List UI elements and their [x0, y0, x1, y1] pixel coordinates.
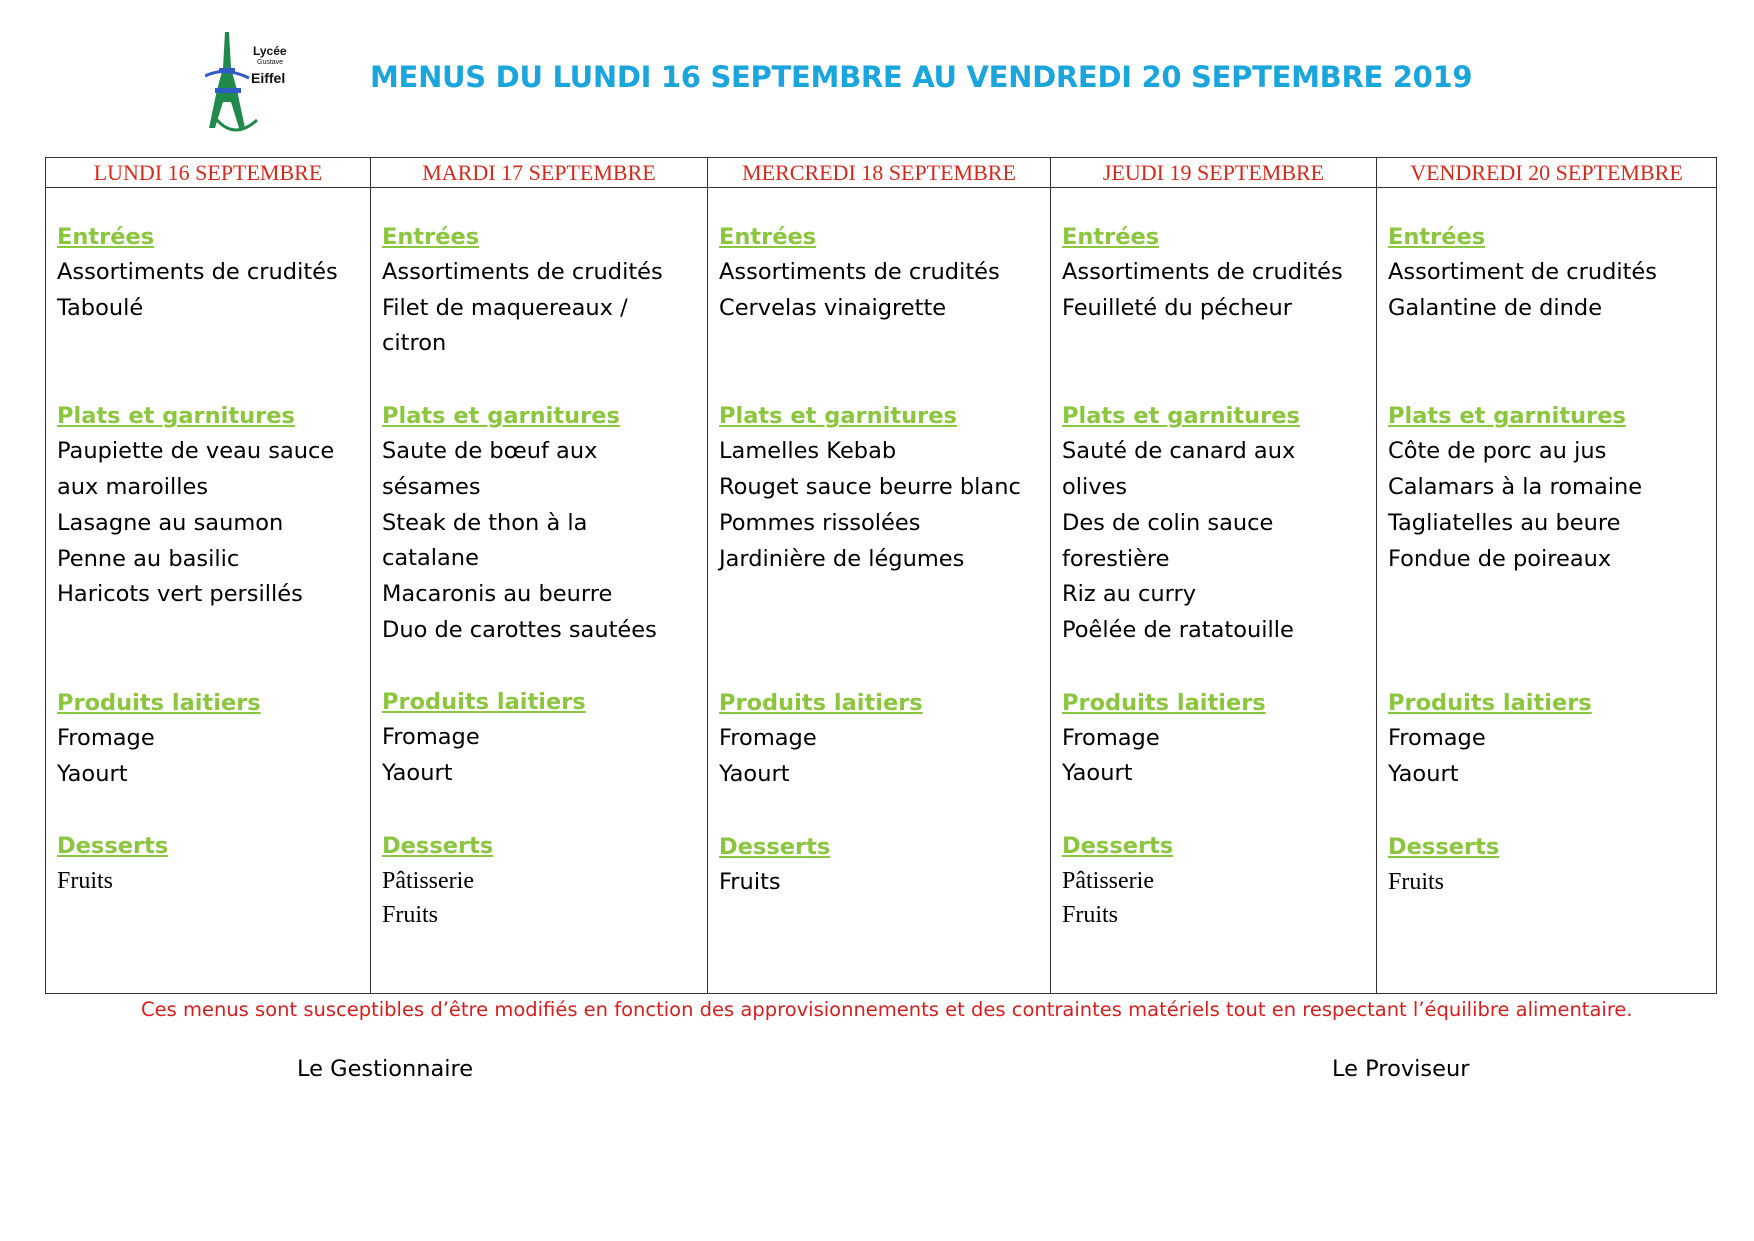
menu-item: Steak de thon à la [382, 509, 588, 536]
menu-row [46, 188, 1717, 994]
menu-item: Jardinière de légumes [719, 545, 965, 572]
menu-item: aux maroilles [57, 474, 209, 501]
section-title-desserts: Desserts [57, 833, 169, 860]
logo-line-2: Gustave [257, 59, 284, 66]
menu-item: Macaronis au beurre [382, 580, 613, 607]
menu-item: Fromage [1388, 725, 1486, 752]
section-title-desserts: Desserts [382, 832, 494, 859]
day-column-thursday [1051, 188, 1377, 994]
day-column-monday [46, 188, 371, 994]
section-title-entrees: Entrées [1388, 224, 1486, 250]
section-title-entrees: Entrées [382, 224, 480, 250]
disclaimer-notice: Ces menus sont susceptibles d’être modifiés en fonction des approvisionnements et des contraintes matériels tout en respectant l’équilibre alimentaire. [141, 998, 1633, 1021]
menu-item: Pâtisserie [382, 867, 474, 894]
section-title-laitiers: Produits laitiers [1062, 689, 1266, 716]
menu-item: Lamelles Kebab [719, 438, 897, 465]
day-header: VENDREDI 20 SEPTEMBRE [1377, 158, 1717, 188]
menu-item: Lasagne au saumon [57, 509, 284, 536]
section-title-entrees: Entrées [719, 224, 817, 250]
menu-item: Filet de maquereaux / [382, 294, 628, 321]
menu-item: Côte de porc au jus [1388, 438, 1607, 465]
section-title-plats: Plats et garnitures [719, 403, 957, 430]
menu-item: Rouget sauce beurre blanc [719, 474, 1021, 501]
menu-item: Yaourt [1388, 760, 1459, 787]
menu-item: Fondue de poireaux [1388, 545, 1612, 572]
section-title-desserts: Desserts [1388, 833, 1500, 860]
menu-item: Des de colin sauce [1062, 509, 1274, 536]
menu-item: Pâtisserie [1062, 868, 1154, 895]
section-title-plats: Plats et garnitures [382, 403, 620, 430]
day-column-wednesday [708, 188, 1051, 994]
menu-item: Fromage [57, 724, 155, 751]
section-title-entrees: Entrées [1062, 224, 1160, 250]
menu-item: Haricots vert persillés [57, 581, 303, 608]
logo-line-1: Lycée [253, 44, 287, 58]
menu-item: Sauté de canard aux [1062, 438, 1296, 465]
menu-item: Taboulé [57, 294, 144, 321]
menu-item: Paupiette de veau sauce [57, 438, 335, 465]
section-title-plats: Plats et garnitures [1062, 403, 1300, 430]
day-column-tuesday [371, 188, 708, 994]
menu-item: Fruits [382, 901, 439, 928]
menu-item: Pommes rissolées [719, 509, 921, 536]
menu-table [45, 157, 1717, 994]
section-title-desserts: Desserts [719, 833, 831, 860]
menu-item: Assortiments de crudités [382, 259, 663, 285]
menu-item: Fruits [719, 868, 781, 895]
menu-item: Poêlée de ratatouille [1062, 616, 1294, 643]
menu-item: Fruits [1062, 902, 1119, 929]
section-title-plats: Plats et garnitures [1388, 403, 1626, 430]
section-title-entrees: Entrées [57, 224, 155, 250]
menu-item: Fromage [719, 725, 817, 752]
day-header: MERCREDI 18 SEPTEMBRE [708, 158, 1051, 188]
page-title: MENUS DU LUNDI 16 SEPTEMBRE AU VENDREDI 20 SEPTEMBRE 2019 [370, 60, 1473, 94]
section-title-desserts: Desserts [1062, 833, 1174, 860]
menu-item: Assortiment de crudités [1388, 259, 1658, 285]
school-logo [205, 28, 305, 136]
menu-item: Saute de bœuf aux [382, 438, 598, 465]
header-row [46, 158, 1717, 188]
menu-item: Riz au curry [1062, 581, 1197, 608]
menu-item: Fromage [1062, 724, 1160, 751]
menu-item: Assortiments de crudités [719, 259, 1000, 285]
menu-item: Feuilleté du pécheur [1062, 294, 1293, 321]
menu-item: Fruits [1388, 868, 1445, 895]
menu-item: citron [382, 330, 447, 357]
menu-item: Cervelas vinaigrette [719, 294, 947, 321]
day-column-friday [1377, 188, 1717, 994]
day-header: LUNDI 16 SEPTEMBRE [46, 158, 371, 188]
menu-item: Yaourt [57, 760, 128, 787]
signature-gestionnaire: Le Gestionnaire [297, 1056, 474, 1082]
menu-item: Assortiments de crudités [1062, 259, 1343, 285]
menu-item: Yaourt [382, 760, 453, 787]
signature-proviseur: Le Proviseur [1332, 1056, 1470, 1082]
menu-item: Yaourt [1062, 760, 1133, 787]
menu-item: Galantine de dinde [1388, 294, 1603, 321]
menu-item: Tagliatelles au beure [1388, 509, 1621, 536]
menu-item: Duo de carottes sautées [382, 616, 657, 643]
logo-line-3: Eiffel [251, 70, 286, 86]
menu-item: forestière [1062, 545, 1170, 572]
menu-item: sésames [382, 473, 481, 500]
menu-item: olives [1062, 474, 1128, 501]
menu-item: Calamars à la romaine [1388, 474, 1643, 501]
section-title-plats: Plats et garnitures [57, 403, 295, 430]
menu-item: catalane [382, 545, 479, 572]
menu-item: Fruits [57, 868, 114, 895]
menu-item: Assortiments de crudités [57, 259, 338, 285]
menu-item: Fromage [382, 724, 480, 751]
menu-item: Yaourt [719, 760, 790, 787]
section-title-laitiers: Produits laitiers [382, 689, 586, 716]
section-title-laitiers: Produits laitiers [719, 690, 923, 717]
section-title-laitiers: Produits laitiers [1388, 690, 1592, 717]
day-header: JEUDI 19 SEPTEMBRE [1051, 158, 1377, 188]
day-header: MARDI 17 SEPTEMBRE [371, 158, 708, 188]
menu-item: Penne au basilic [57, 545, 240, 572]
section-title-laitiers: Produits laitiers [57, 689, 261, 716]
